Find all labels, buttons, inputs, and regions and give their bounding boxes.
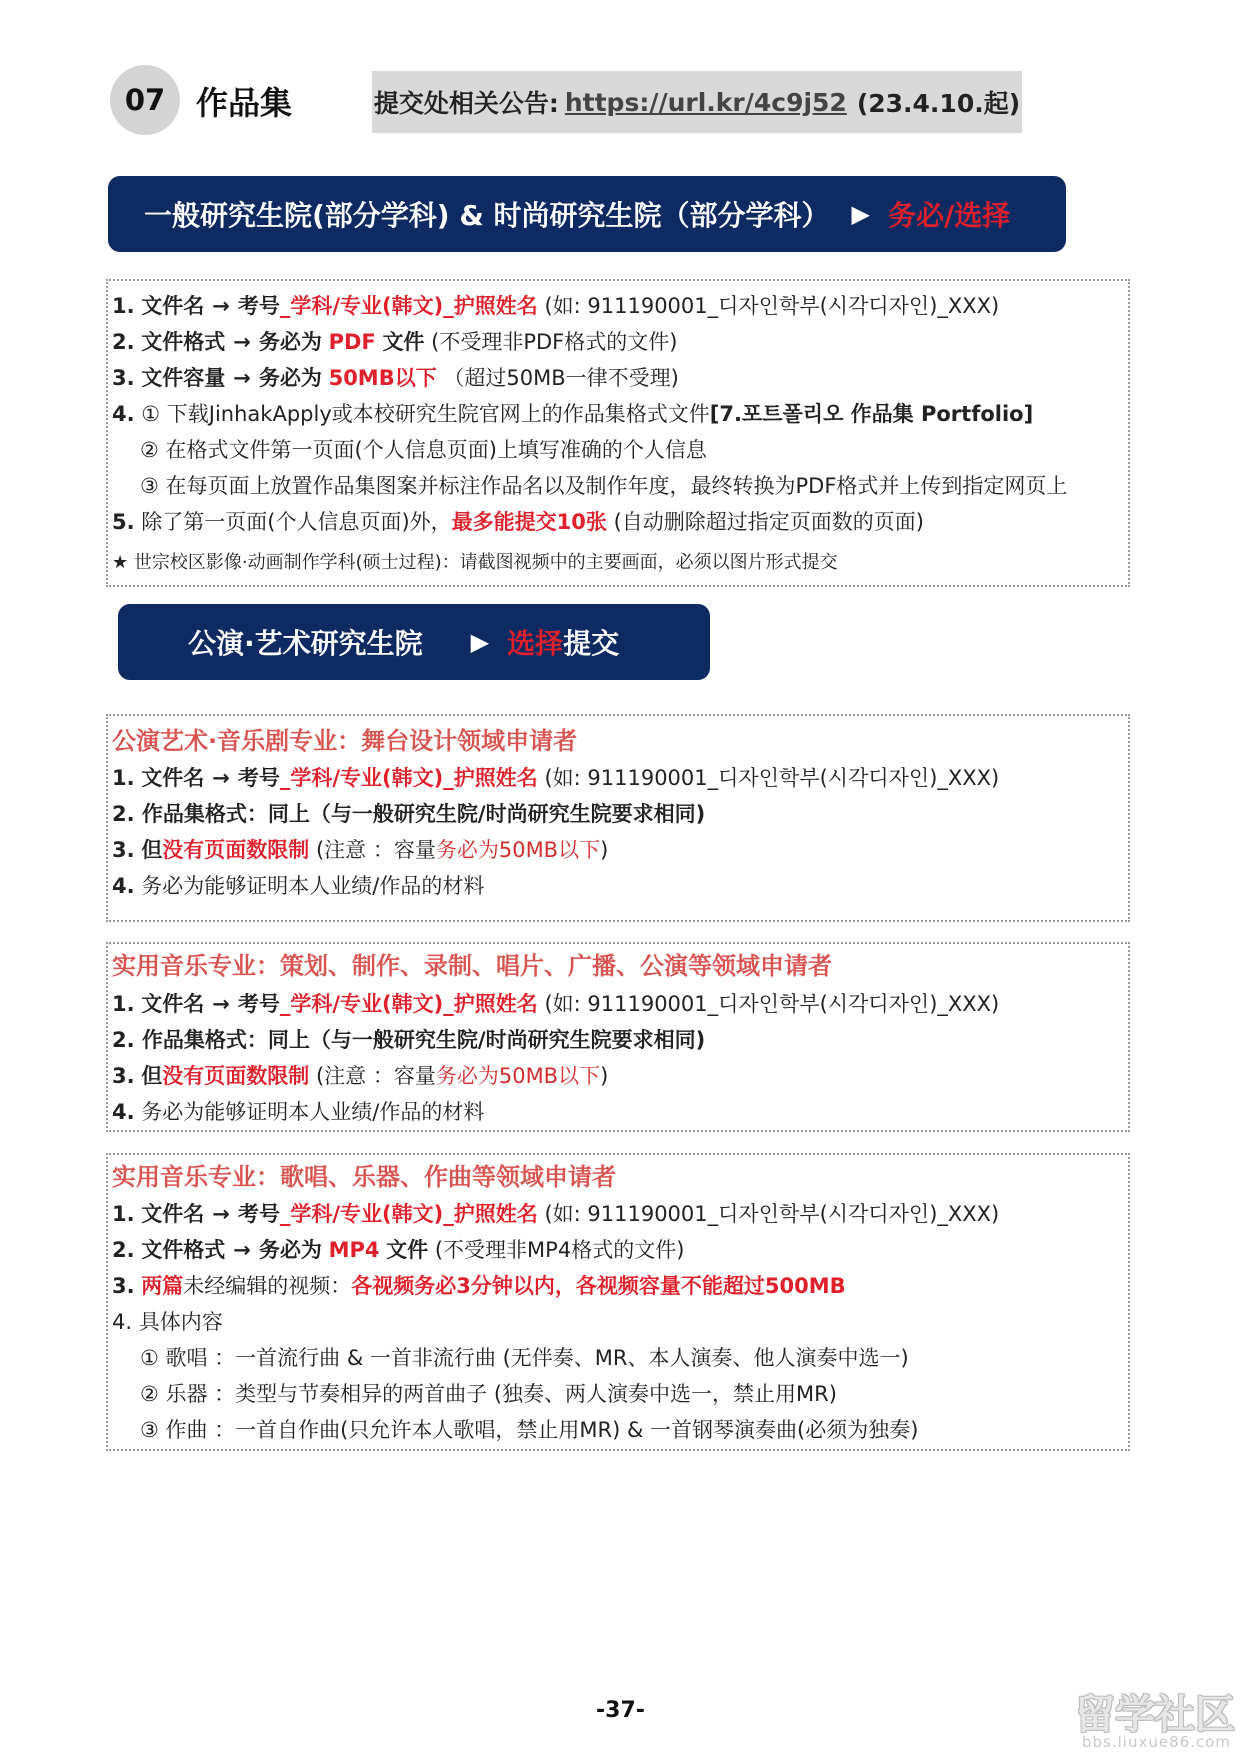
section-title: 作品集 — [196, 84, 293, 122]
req-line-format: 2. 文件格式 → 务必为 MP4 文件 (不受理非MP4格式的文件) — [112, 1238, 685, 1262]
req-line-pages: 5. 除了第一页面(个人信息页面)外，最多能提交10张 (自动删除超过指定页面数的页面) — [112, 510, 924, 534]
req-line-video: 3. 两篇未经编辑的视频：各视频务必3分钟以内，各视频容量不能超过500MB — [112, 1274, 846, 1298]
arrow-icon: → — [233, 366, 251, 390]
notice-link[interactable]: https://url.kr/4c9j52 — [564, 87, 847, 117]
category-heading: 实用音乐专业：策划、制作、录制、唱片、广播、公演等领域申请者 — [112, 952, 832, 980]
banner-general-graduate — [108, 176, 1066, 252]
arrow-icon: → — [212, 766, 230, 790]
arrow-icon: → — [233, 1238, 251, 1262]
notice-date: (23.4.10.起) — [856, 89, 1021, 118]
req-line-size: 3. 文件容量 → 务必为 50MB以下 （超过50MB一律不受理) — [112, 366, 679, 390]
banner-title: 一般研究生院(部分学科) & 时尚研究生院（部分学科） — [144, 199, 830, 232]
req-line-filename: 1. 文件名 → 考号_学科/专业(韩文)_护照姓名 (如: 911190001_디자인학부(시각디자인)_XXX) — [112, 766, 1000, 790]
notice-bar — [372, 71, 1022, 133]
req-line-content: 4. 具体内容 — [112, 1310, 223, 1334]
play-triangle-icon: ▶ — [470, 628, 490, 656]
req-line-format: 2. 作品集格式：同上（与一般研究生院/时尚研究生院要求相同) — [112, 802, 706, 826]
req-line-pages: 3. 但没有页面数限制 (注意 ：容量务必为50MB以下) — [112, 838, 609, 862]
req-line-filename: 1. 文件名 → 考号_学科/专业(韩文)_护照姓名 (如: 911190001_디자인학부(시각디자인)_XXX) — [112, 992, 1000, 1016]
banner-performing-arts — [118, 604, 710, 680]
banner-title: 公演·艺术研究生院 — [188, 627, 423, 660]
watermark-logo: 留学社区 — [1075, 1692, 1235, 1738]
category-heading: 公演艺术·音乐剧专业：舞台设计领域申请者 — [112, 727, 578, 755]
req-line-pages: 3. 但没有页面数限制 (注意 ：容量务必为50MB以下) — [112, 1064, 609, 1088]
req-line-format: 2. 文件格式 → 务必为 PDF 文件 (不受理非PDF格式的文件) — [112, 330, 678, 354]
req-subline-upload: ③ 在每页面上放置作品集图案并标注作品名以及制作年度，最终转换为PDF格式并上传到指定网页上 — [140, 474, 1068, 498]
req-line-material: 4. 务必为能够证明本人业绩/作品的材料 — [112, 1100, 485, 1124]
watermark-url: bbs.liuxue86.com — [1082, 1733, 1231, 1751]
arrow-icon: → — [233, 330, 251, 354]
req-line-filename: 1. 文件名 → 考号_学科/专业(韩文)_护照姓名 (如: 911190001_디자인학부(시각디자인)_XXX) — [112, 294, 1000, 318]
req-star-note: ★ 世宗校区影像·动画制作学科(硕士过程)：请截图视频中的主要画面，必须以图片形式提交 — [112, 552, 838, 573]
req-subline-info: ② 在格式文件第一页面(个人信息页面)上填写准确的个人信息 — [140, 438, 707, 462]
req-subline-composition: ③ 作曲 ：一首自作曲(只允许本人歌唱，禁止用MR) & 一首钢琴演奏曲(必须为独奏) — [140, 1418, 919, 1442]
req-line-filename: 1. 文件名 → 考号_学科/专业(韩文)_护照姓名 (如: 911190001_디자인학부(시각디자인)_XXX) — [112, 1202, 1000, 1226]
notice-label: 提交处相关公告: — [373, 89, 559, 118]
arrow-icon: → — [212, 992, 230, 1016]
banner-tag-red: 选择 — [507, 627, 564, 660]
banner-tag: 务必/选择 — [887, 199, 1011, 232]
req-line-template: 4. ① 下载JinhakApply或本校研究生院官网上的作品集格式文件[7.포트폴리오 作品集 Portfolio] — [112, 402, 1034, 426]
arrow-icon: → — [212, 1202, 230, 1226]
req-subline-vocal: ① 歌唱 ：一首流行曲 & 一首非流行曲 (无伴奏、MR、本人演奏、他人演奏中选一) — [140, 1346, 909, 1370]
play-triangle-icon: ▶ — [851, 200, 870, 228]
section-number-badge: 07 — [110, 65, 180, 135]
page-number: -37- — [596, 1698, 645, 1723]
category-heading: 实用音乐专业：歌唱、乐器、作曲等领域申请者 — [112, 1163, 616, 1191]
req-line-material: 4. 务必为能够证明本人业绩/作品的材料 — [112, 874, 485, 898]
req-line-format: 2. 作品集格式：同上（与一般研究生院/时尚研究生院要求相同) — [112, 1028, 706, 1052]
banner-tag-white: 提交 — [563, 627, 620, 660]
arrow-icon: → — [212, 294, 230, 318]
req-subline-instrument: ② 乐器 ：类型与节奏相异的两首曲子 (独奏、两人演奏中选一，禁止用MR) — [140, 1382, 837, 1406]
